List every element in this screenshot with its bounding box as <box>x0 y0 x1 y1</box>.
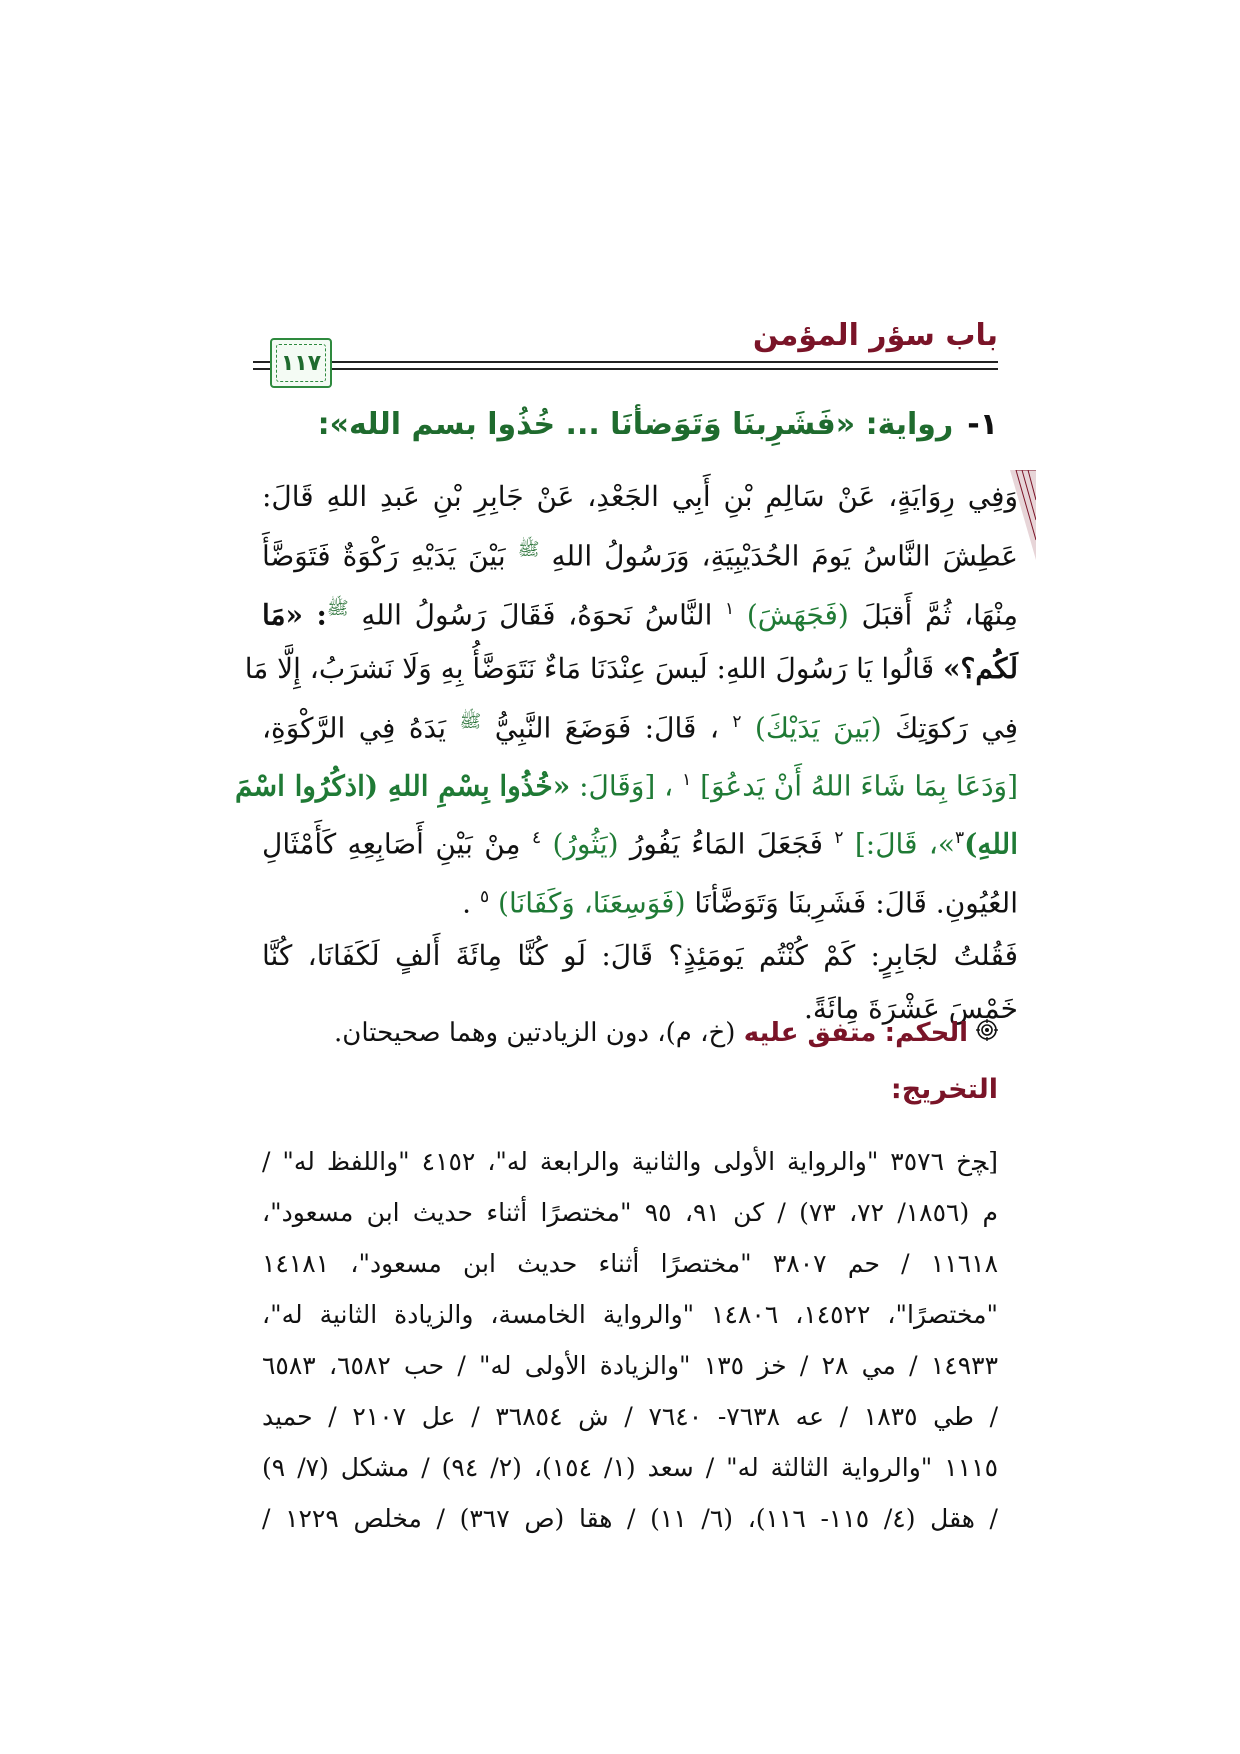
salawat-symbol: ﷺ <box>517 539 540 560</box>
footnote-ref: ٢ <box>834 828 844 849</box>
section-title-text: رواية: «فَشَرِبنَا وَتَوَضأنَا ... خُذُوا بسم الله»: <box>317 407 954 442</box>
footnote-ref: ٥ <box>479 886 490 907</box>
hadith-line: [وَدَعَا بِمَا شَاءَ اللهُ أَنْ يَدعُوَ] $^١$ ، [وَقَالَ: «خُذُوا بِسْمِ اللهِ (اذكُرُوا اسْمَ <box>234 769 1018 803</box>
section-title <box>318 407 998 442</box>
hadith-line: خَمْسَ عَشْرَةَ مِائَةً. <box>803 991 1018 1025</box>
header-rule <box>330 361 998 363</box>
ruling-details: (خ، م)، دون الزيادتين وهما صحيحتان. <box>334 1018 736 1048</box>
ruling-value: متفق عليه <box>743 1018 877 1048</box>
hadith-line: لَكُم؟» قَالُوا يَا رَسُولَ اللهِ: لَيسَ عِنْدَنَا مَاءٌ نَتَوَضَّأُ بِهِ وَلَا نَشرَبُ، إِلَّا مَا <box>244 651 1018 685</box>
variant-wording: (يَثُورُ) <box>552 827 619 861</box>
reference-line: م (١٨٥٦/ ٧٢، ٧٣) / كن ٩١، ٩٥ "مختصرًا أثناء حديث ابن مسعود"، <box>262 1198 999 1227</box>
hadith-text <box>234 470 1019 1035</box>
flower-icon <box>976 1018 998 1048</box>
variant-wording: [وَدَعَا بِمَا شَاءَ اللهُ أَنْ يَدعُوَ] <box>700 769 1018 803</box>
hadith-line: مِنْهَا، ثُمَّ أَقبَلَ (فَجَهَشَ) $^١$ النَّاسُ نَحوَهُ، فَقَالَ رَسُولُ اللهِ $^ﷺ$: «مَا <box>262 598 1019 632</box>
reference-line: ١١٦١٨ / حم ٣٨٠٧ "مختصرًا أثناء حديث ابن مسعود"، ١٤١٨١ <box>262 1249 998 1278</box>
footnote-ref: ١ <box>725 599 735 620</box>
salawat-symbol: ﷺ <box>326 598 349 620</box>
references <box>262 1136 998 1544</box>
page-number-frame <box>270 338 332 388</box>
reference-line: / طي ١٨٣٥ / عه ٧٦٣٨- ٧٦٤٠ / ش ٣٦٨٥٤ / عل ٢١٠٧ / حميد <box>262 1402 998 1431</box>
hadith-line: اللهِ)$^٣$»، قَالَ:] $^٢$ فَجَعَلَ المَاءُ يَفُورُ (يَثُورُ) $^٤$ مِنْ بَيْنِ أَصَابِعِهِ كَأَمْثَالِ <box>262 827 1018 861</box>
hadith-line: عَطِشَ النَّاسُ يَومَ الحُدَيْبِيَةِ، وَرَسُولُ اللهِ $^ﷺ$ بَيْنَ يَدَيْهِ رَكْوَةٌ فَتَوَضَّأَ <box>262 539 1018 573</box>
footnote-ref: ٢ <box>732 711 742 732</box>
reference-line: / هقل (٤/ ١١٥- ١١٦)، (٦/ ١١) / هقا (ص ٣٦٧) / مخلص ١٢٢٩ / <box>262 1504 998 1533</box>
reference-line: [ﭽخ ٣٥٧٦ "والرواية الأولى والثانية والرابعة له"، ٤١٥٢ "واللفظ له" / <box>262 1147 998 1176</box>
ruling <box>262 1018 998 1048</box>
footnote-ref: ١ <box>682 769 692 790</box>
section-number: ١- <box>967 407 998 442</box>
reference-line: ١٤٩٣٣ / مي ٢٨ / خز ١٣٥ "والزيادة الأولى له" / حب ٦٥٨٢، ٦٥٨٣ <box>262 1351 999 1380</box>
hadith-line: فِي رَكوَتِكَ (بَينَ يَدَيْكَ) $^٢$ ، قَالَ: فَوَضَعَ النَّبِيُّ $^ﷺ$ يَدَهُ فِي الرَّكْوَةِ، <box>262 710 1018 744</box>
takhrij-heading: التخريج: <box>890 1074 998 1105</box>
variant-wording: (بَينَ يَدَيْكَ) <box>754 710 882 744</box>
reference-line: ١١١٥ "والرواية الثالثة له" / سعد (١/ ١٥٤)، (٢/ ٩٤) / مشكل (٧/ ٩) <box>262 1453 998 1482</box>
corner-ornament-icon <box>1010 470 1036 560</box>
variant-wording: (فَوَسِعَنَا، وَكَفَانَا) <box>498 885 686 919</box>
hadith-line: وَفِي رِوَايَةٍ، عَنْ سَالِمِ بْنِ أَبِي الجَعْدِ، عَنْ جَابِرِ بْنِ عَبدِ اللهِ قَالَ: <box>262 480 1018 513</box>
salawat-symbol: ﷺ <box>459 710 482 732</box>
reference-line: "مختصرًا"، ١٤٥٢٢، ١٤٨٠٦ "والرواية الخامسة، والزيادة الثانية له"، <box>262 1300 998 1329</box>
page-number: ١١٧ <box>280 350 322 376</box>
ruling-label: الحكم: <box>884 1018 968 1048</box>
footnote-ref: ٤ <box>531 828 542 849</box>
hadith-line: فَقُلتُ لجَابِرٍ: كَمْ كُنْتُم يَومَئِذٍ؟ قَالَ: لَو كُنَّا مِائَةَ أَلفٍ لَكَفَانَا، كُنَّا <box>262 938 1018 972</box>
variant-wording: (فَجَهَشَ) <box>746 598 849 632</box>
hadith-line: العُيُونِ. قَالَ: فَشَرِبنَا وَتَوَضَّأنَا (فَوَسِعَنَا، وَكَفَانَا) $^٥$ . <box>462 885 1018 919</box>
chapter-title: باب سؤر المؤمن <box>752 318 998 353</box>
footnote-ref: ٣ <box>955 828 965 849</box>
header-rule <box>330 368 998 370</box>
